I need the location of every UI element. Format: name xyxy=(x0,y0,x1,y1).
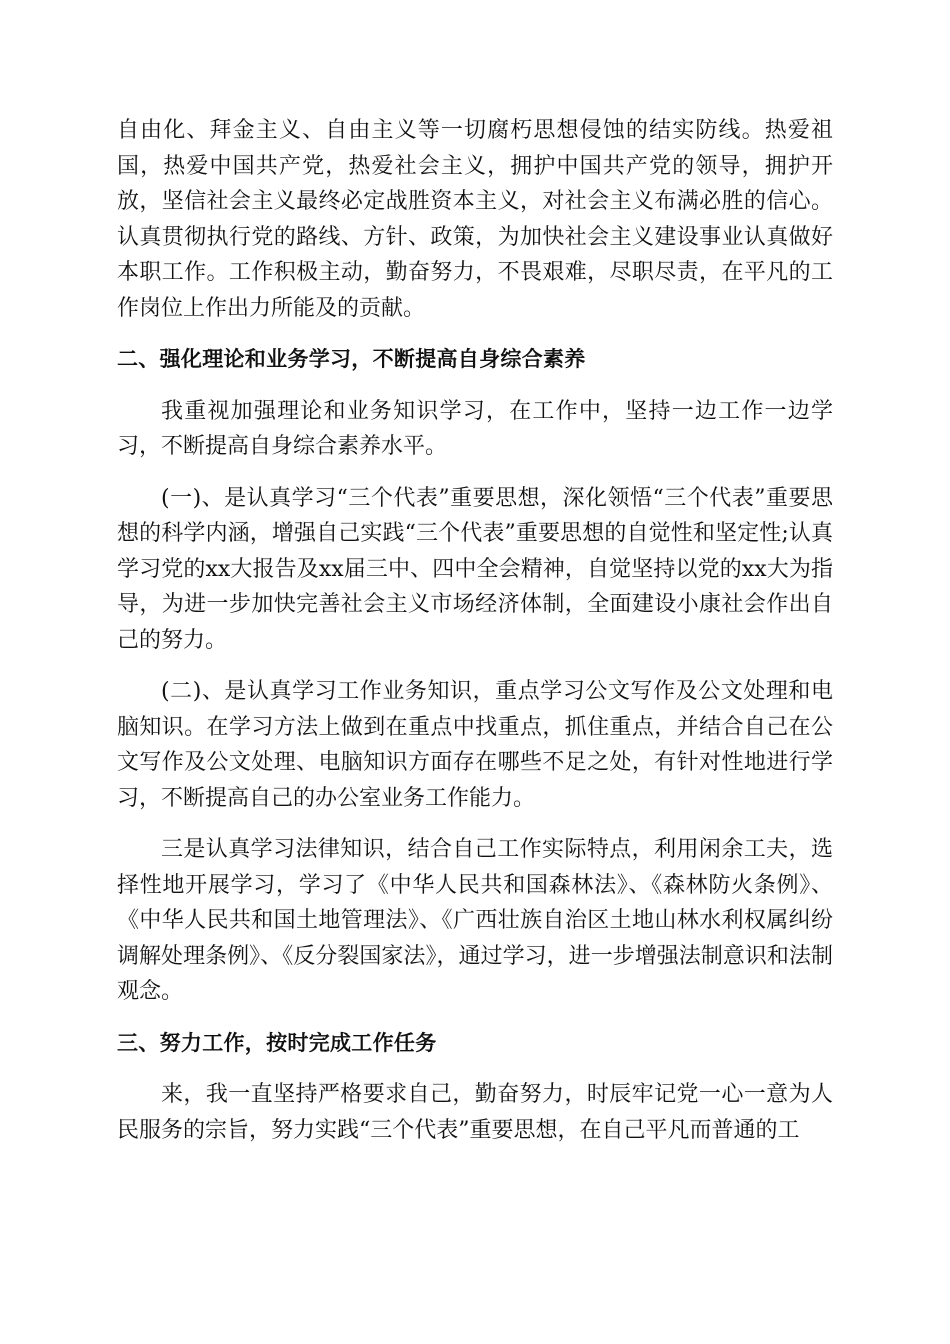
section-heading-2: 二、强化理论和业务学习，不断提高自身综合素养 xyxy=(117,347,586,371)
paragraph-study-law: 三是认真学习法律知识，结合自己工作实际特点，利用闲余工夫，选择性地开展学习，学习了《中华人民共和国森林法》、《森林防火条例》、《中华人民共和国土地管理法》、《广西壮族自治区土地山林水利权属纠纷调解处理条例》、《反分裂国家法》，通过学习，进一步增强法制意识和法制观念。 xyxy=(117,837,833,1004)
section-heading-3: 三、努力工作，按时完成工作任务 xyxy=(117,1030,437,1055)
paragraph-study-theory: (一)、是认真学习“三个代表”重要思想，深化领悟“三个代表”重要思想的科学内涵，增强自己实践“三个代表”重要思想的自觉性和坚定性;认真学习党的xx大报告及xx届三中、四中全会精神，自觉坚持以党的xx大为指导，为进一步加快完善社会主义市场经济体制，全面建设小康社会作出自己的努力。 xyxy=(117,485,833,653)
paragraph-study-intro: 我重视加强理论和业务知识学习，在工作中，坚持一边工作一边学习，不断提高自身综合素养水平。 xyxy=(117,398,833,459)
document-page xyxy=(117,113,833,1164)
paragraph-work: 来，我一直坚持严格要求自己，勤奋努力，时辰牢记党一心一意为人民服务的宗旨，努力实践“三个代表”重要思想，在自己平凡而普通的工 xyxy=(117,1082,833,1143)
paragraph-opening: 自由化、拜金主义、自由主义等一切腐朽思想侵蚀的结实防线。热爱祖国，热爱中国共产党，热爱社会主义，拥护中国共产党的领导，拥护开放，坚信社会主义最终必定战胜资本主义，对社会主义布满必胜的信心。认真贯彻执行党的路线、方针、政策，为加快社会主义建设事业认真做好本职工作。工作积极主动，勤奋努力，不畏艰难，尽职尽责，在平凡的工作岗位上作出力所能及的贡献。 xyxy=(117,118,833,321)
paragraph-study-business: (二)、是认真学习工作业务知识，重点学习公文写作及公文处理和电脑知识。在学习方法上做到在重点中找重点，抓住重点，并结合自己在公文写作及公文处理、电脑知识方面存在哪些不足之处，有针对性地进行学习，不断提高自己的办公室业务工作能力。 xyxy=(117,679,833,811)
